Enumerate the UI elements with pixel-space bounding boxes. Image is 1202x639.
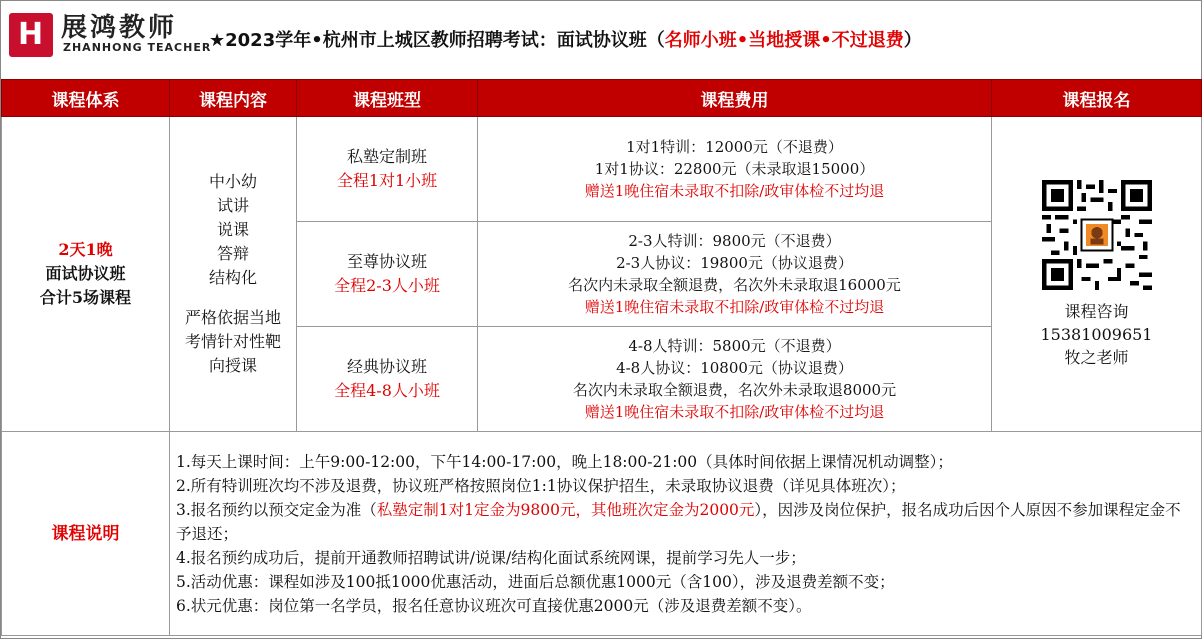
fee-note: 赠送1晚住宿未录取不扣除/政审体检不过均退 (584, 403, 885, 421)
note-item: 1.每天上课时间：上午9:00-12:00，下午14:00-17:00，晚上18:00-21:00（具体时间依据上课情况机动调整）； (176, 453, 953, 471)
class-name: 私塾定制班 (346, 147, 427, 166)
header (1, 1, 1201, 80)
class-size: 全程1对1小班 (336, 171, 438, 190)
logo-glyph: H (18, 17, 44, 52)
fee-line: 2-3人特训：9800元（不退费） (628, 232, 841, 250)
note-item: 4.报名预约成功后，提前开通教师招聘试讲/说课/结构化面试系统网课，提前学习先人一步； (176, 549, 806, 567)
contact-teacher: 牧之老师 (1064, 347, 1129, 367)
class-type-premium (297, 222, 478, 327)
title-end: ） (903, 30, 922, 51)
content-item: 结构化 (208, 268, 257, 287)
page-title (209, 26, 922, 52)
content-item: 中小幼 (208, 172, 257, 191)
fee-line: 2-3人协议：19800元（协议退费） (616, 254, 853, 272)
note-item-deposit (176, 498, 1193, 546)
fee-line: 1对1协议：22800元（未录取退15000） (594, 160, 875, 178)
course-content-cell (170, 117, 297, 432)
note-item: 6.状元优惠：岗位第一名学员，报名任意协议班次可直接优惠2000元（涉及退费差额不变）。 (176, 597, 812, 615)
content-item: 试讲 (216, 196, 249, 215)
notes-row (2, 432, 1202, 636)
note-text: ），因涉及岗位保护，报名成功后因个人原因不参加课程定金不予退还； (176, 501, 1181, 543)
class-size: 全程2-3人小班 (334, 276, 440, 295)
class-name: 经典协议班 (346, 357, 427, 376)
content-extra: 考情针对性靶 (184, 332, 281, 351)
course-table (1, 79, 1202, 636)
contact-phone[interactable]: 15381009651 (1040, 324, 1153, 344)
col-header-system: 课程体系 (2, 80, 170, 117)
system-class-name: 面试协议班 (45, 264, 126, 283)
notes-label: 课程说明 (2, 432, 170, 636)
fee-line: 名次内未录取全额退费，名次外未录取退16000元 (568, 276, 901, 294)
class-size: 全程4-8人小班 (334, 381, 440, 400)
notes-cell (170, 432, 1202, 636)
note-deposit-highlight: 私塾定制1对1定金为9800元，其他班次定金为2000元 (376, 501, 755, 519)
brand-logo (9, 13, 53, 57)
system-duration: 2天1晚 (58, 240, 113, 259)
note-item: 5.活动优惠：课程如涉及100抵1000优惠活动，进面后总额优惠1000元（含100），涉及退费差额不变； (176, 573, 895, 591)
table-header-row (2, 80, 1202, 117)
content-extra: 严格依据当地 (184, 308, 281, 327)
fee-line: 4-8人协议：10800元（协议退费） (616, 359, 853, 377)
col-header-content: 课程内容 (170, 80, 297, 117)
note-text: 3.报名预约以预交定金为准（ (176, 501, 377, 519)
col-header-class-type: 课程班型 (297, 80, 478, 117)
content-extra: 向授课 (208, 356, 257, 375)
fee-note: 赠送1晚住宿未录取不扣除/政审体检不过均退 (584, 182, 885, 200)
note-item: 2.所有特训班次均不涉及退费，协议班严格按照岗位1:1协议保护招生，未录取协议退费（详见具体班次）； (176, 477, 906, 495)
title-main: ★2023学年•杭州市上城区教师招聘考试：面试协议班（ (209, 30, 665, 51)
title-highlight: 名师小班•当地授课•不过退费 (664, 30, 904, 51)
fee-line: 名次内未录取全额退费，名次外未录取退8000元 (572, 381, 897, 399)
system-course-count: 合计5场课程 (39, 288, 132, 307)
class-type-classic (297, 327, 478, 432)
class-type-private (297, 117, 478, 222)
content-item: 说课 (216, 220, 249, 239)
brand-name-cn: 展鸿教师 (61, 13, 178, 43)
consult-label: 课程咨询 (1064, 301, 1129, 321)
fee-classic (478, 327, 992, 432)
fee-note: 赠送1晚住宿未录取不扣除/政审体检不过均退 (584, 298, 885, 316)
fee-line: 1对1特训：12000元（不退费） (626, 138, 843, 156)
col-header-signup: 课程报名 (992, 80, 1202, 117)
fee-private (478, 117, 992, 222)
signup-box (992, 180, 1201, 369)
class-name: 至尊协议班 (346, 252, 427, 271)
content-spacer (170, 290, 296, 306)
qr-code-icon[interactable] (1042, 180, 1152, 290)
content-item: 答辩 (216, 244, 249, 263)
fee-premium (478, 222, 992, 327)
signup-cell (992, 117, 1202, 432)
course-system-cell (2, 117, 170, 432)
table-row (2, 117, 1202, 222)
col-header-fee: 课程费用 (478, 80, 992, 117)
contact-info (1041, 300, 1153, 369)
brand-name-en: ZHANHONG TEACHER (63, 41, 212, 54)
fee-line: 4-8人特训：5800元（不退费） (628, 337, 841, 355)
